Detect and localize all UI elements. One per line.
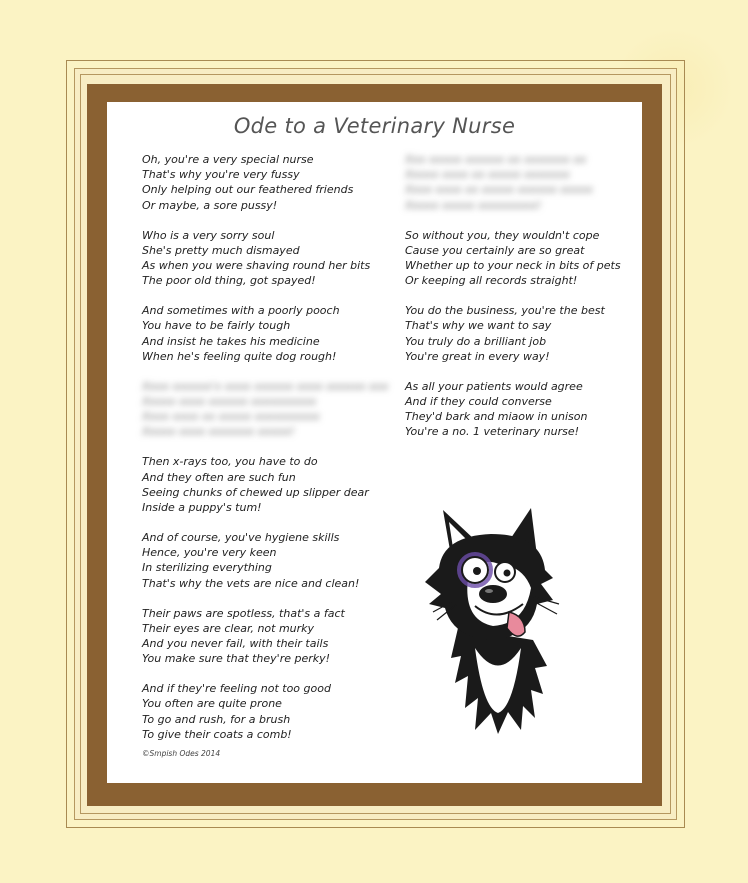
poem-line: That's why you're very fussy — [142, 168, 300, 182]
poem-line: Their paws are spotless, that's a fact — [142, 606, 345, 620]
copyright-text: ©Smpish Odes 2014 — [142, 749, 221, 758]
poem-stanza — [142, 530, 382, 591]
poem-stanza — [142, 681, 382, 742]
poem-line: Xxxx xxxx xx xxxxx xxxxxxxxxx — [142, 410, 320, 424]
poem-line: Seeing chunks of chewed up slipper dear — [142, 485, 369, 499]
poem-title: Ode to a Veterinary Nurse — [233, 114, 516, 138]
poem-stanza — [142, 152, 382, 213]
poem-line: And if they're feeling not too good — [142, 682, 331, 696]
poem-left-column — [142, 152, 389, 757]
poem-paper — [107, 102, 642, 783]
poem-line: Hence, you're very keen — [142, 546, 277, 560]
poem-line: And they often are such fun — [142, 470, 296, 484]
poem-line: Xxxxx xxxx xxxxxxx xxxxx! — [142, 425, 295, 439]
poem-line: Whether up to your neck in bits of pets — [405, 259, 621, 273]
poem-line: Cause you certainly are so great — [405, 243, 585, 257]
poem-line: Xxxx xxxxxx'x xxxx xxxxxx xxxx xxxxxx xxx — [142, 379, 389, 393]
poem-line: Oh, you're a very special nurse — [142, 153, 314, 166]
poem-stanza — [405, 303, 635, 364]
poem-line: Xxxx xxxx xx xxxxx xxxxxx xxxxx — [405, 183, 593, 197]
poem-line: In sterilizing everything — [142, 561, 272, 575]
poem-stanza — [405, 379, 635, 440]
poem-line: You're great in every way! — [405, 349, 550, 363]
poem-line: That's why the vets are nice and clean! — [142, 576, 360, 590]
poem-line: Or keeping all records straight! — [405, 274, 578, 288]
poem-stanza — [142, 454, 382, 515]
poem-line: The poor old thing, got spayed! — [142, 274, 316, 288]
poem-stanza — [405, 228, 635, 289]
poem-line: You do the business, you're the best — [405, 304, 605, 318]
poem-line: As when you were shaving round her bits — [142, 259, 371, 273]
poem-line: And insist he takes his medicine — [142, 334, 320, 348]
poem-stanza-blurred — [142, 379, 389, 440]
poem-line: Or maybe, a sore pussy! — [142, 198, 278, 212]
poem-line: Xxxxx xxxxx xxxxxxxxx! — [405, 198, 542, 212]
poem-line: To give their coats a comb! — [142, 727, 292, 741]
poem-right-column — [405, 152, 635, 454]
poem-line: Xxxxx xxxx xx xxxxx xxxxxxx — [405, 168, 570, 182]
poem-line: She's pretty much dismayed — [142, 243, 300, 257]
poem-line: Xxx xxxxx xxxxxx xx xxxxxxx xx — [405, 153, 587, 166]
poem-line: And sometimes with a poorly pooch — [142, 304, 340, 318]
poem-stanza-blurred — [405, 152, 635, 213]
poem-stanza — [142, 228, 382, 289]
poem-line: To go and rush, for a brush — [142, 712, 291, 726]
poem-stanza — [142, 303, 382, 364]
poem-line: They'd bark and miaow in unison — [405, 410, 588, 424]
poem-line: You're a no. 1 veterinary nurse! — [405, 425, 580, 439]
poem-line: And of course, you've hygiene skills — [142, 531, 340, 545]
poem-line: You make sure that they're perky! — [142, 652, 331, 666]
cartoon-cat-illustration — [413, 508, 578, 738]
poem-line: You truly do a brilliant job — [405, 334, 547, 348]
poem-line: Xxxxx xxxx xxxxxx xxxxxxxxxx — [142, 395, 317, 409]
poem-line: Inside a puppy's tum! — [142, 501, 262, 515]
poem-line: Their eyes are clear, not murky — [142, 621, 315, 635]
poem-line: When he's feeling quite dog rough! — [142, 349, 337, 363]
poem-line: And if they could converse — [405, 395, 552, 409]
poem-line: Then x-rays too, you have to do — [142, 455, 318, 469]
poem-line: Only helping out our feathered friends — [142, 183, 354, 197]
poem-line: And you never fail, with their tails — [142, 637, 329, 651]
poem-line: So without you, they wouldn't cope — [405, 228, 600, 242]
poem-stanza — [142, 606, 382, 667]
poem-line: That's why we want to say — [405, 319, 552, 333]
poem-line: You have to be fairly tough — [142, 319, 291, 333]
poem-line: You often are quite prone — [142, 697, 282, 711]
poem-line: As all your patients would agree — [405, 379, 583, 393]
poem-line: Who is a very sorry soul — [142, 228, 275, 242]
